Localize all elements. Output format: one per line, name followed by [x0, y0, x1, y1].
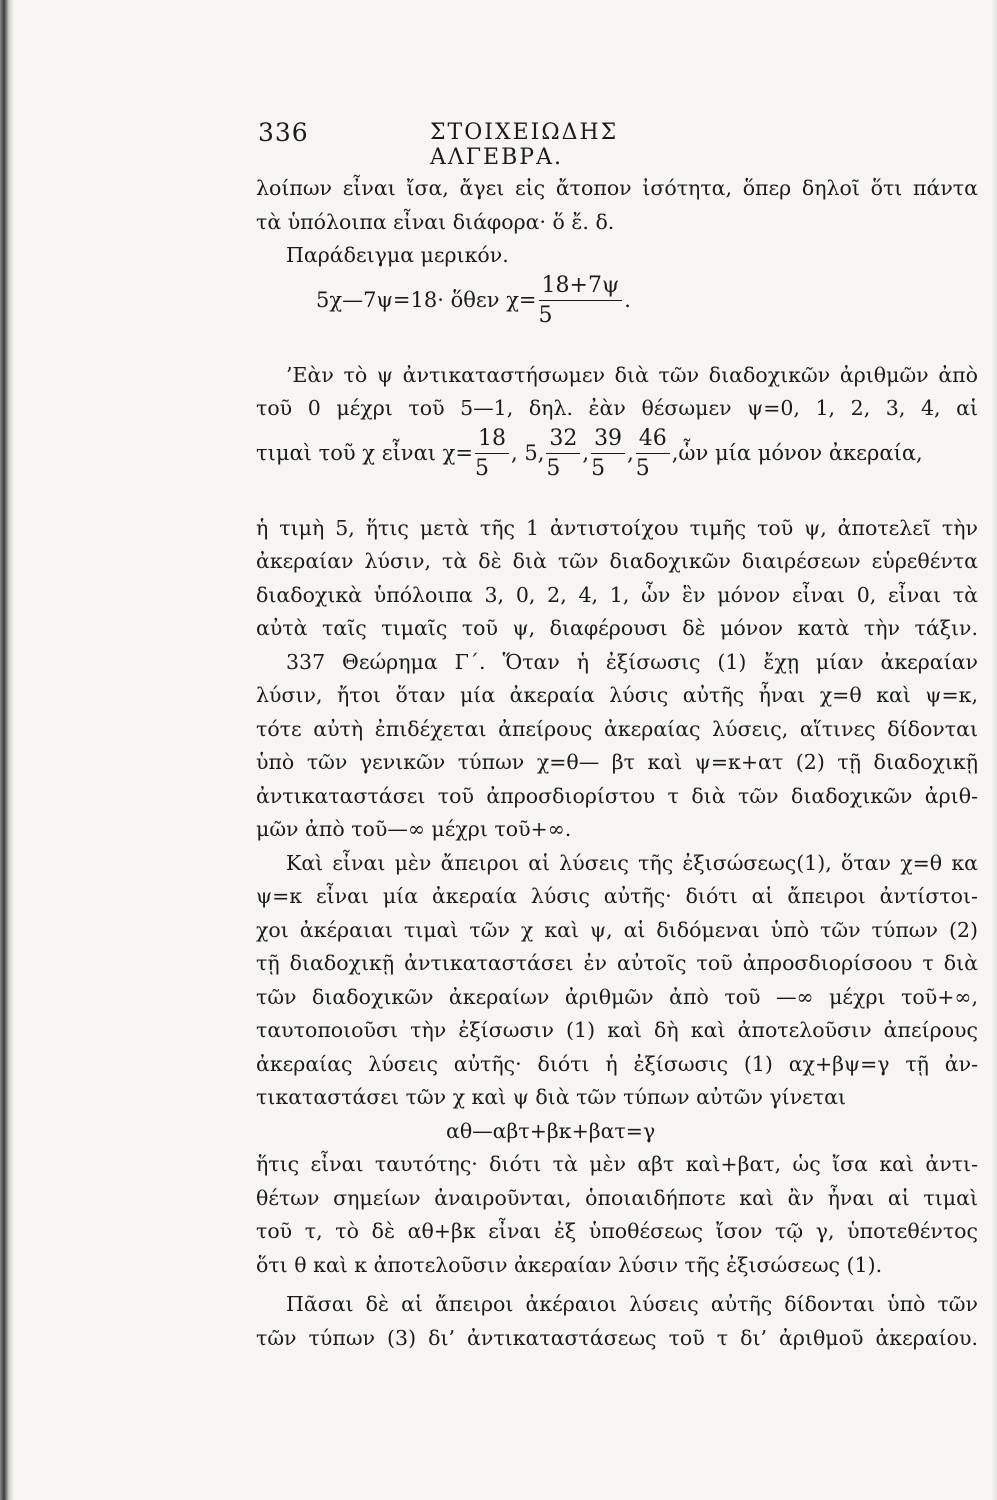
fraction — [539, 273, 623, 328]
text-line: ἀκεραίαν λύσιν, τὰ δὲ διὰ τῶν διαδοχικῶν διαιρέσεων εὑρεθέντα — [256, 549, 978, 573]
example-heading: Παράδειγμα μερικόν. — [286, 243, 509, 267]
fraction-denominator: 5 — [474, 455, 489, 481]
text-line: αὐτὰ ταῖς τιμαῖς τοῦ ψ, διαφέρουσι δὲ μόνον κατὰ τὴν τάξιν. — [256, 616, 978, 640]
fraction-numerator: 18 — [475, 426, 509, 454]
text-line: τικαταστάσει τῶν χ καὶ ψ διὰ τῶν τύπων αὐτῶν γίνεται — [256, 1085, 847, 1109]
text-line: Πᾶσαι δὲ αἱ ἄπειροι ἀκέραιοι λύσεις αὐτῆς δίδονται ὑπὸ τῶν — [286, 1292, 978, 1316]
equation-end: . — [624, 288, 631, 312]
text-line: χοι ἀκέραιαι τιμαὶ τῶν χ καὶ ψ, αἱ διδόμεναι ὑπὸ τῶν τύπων (2) — [256, 917, 978, 942]
fraction-denominator: 5 — [546, 455, 561, 481]
page-number: 336 — [258, 118, 309, 147]
text-line: ’Εὰν τὸ ψ ἀντικαταστήσωμεν διὰ τῶν διαδοχικῶν ἀριθμῶν ἀπὸ — [286, 362, 978, 387]
text-line: λύσιν, ἤτοι ὅταν μία ἀκεραία λύσις αὐτῆς ἦναι χ=θ καὶ ψ=κ, — [256, 683, 978, 707]
text-line: Καὶ εἶναι μὲν ἄπειροι αἱ λύσεις τῆς ἐξισώσεως(1), ὅταν χ=θ κα — [286, 850, 978, 875]
fraction-denominator: 5 — [591, 455, 606, 481]
text-line: ταυτοποιοῦσι τὴν ἐξίσωσιν (1) καὶ δὴ καὶ ἀποτελοῦσιν ἀπείρους — [256, 1018, 978, 1042]
text-line: ψ=κ εἶναι μία ἀκεραία λύσις αὐτῆς· διότι αἱ ἄπειροι ἀντίστοι- — [256, 884, 978, 908]
page-body — [256, 172, 978, 1355]
text-line: διαδοχικὰ ὑπόλοιπα 3, 0, 2, 4, 1, ὧν ἓν μόνον εἶναι 0, εἶναι τὰ — [256, 582, 978, 607]
fraction — [475, 426, 509, 481]
text-line: ὑπὸ τῶν γενικῶν τύπων χ=θ— βτ καὶ ψ=κ+ατ (2) τῇ διαδοχικῇ — [256, 750, 978, 774]
text-line: μῶν ἀπὸ τοῦ—∞ μέχρι τοῦ+∞. — [256, 817, 572, 841]
formula-separator: , — [582, 441, 590, 465]
text-line: ἥτις εἶναι ταυτότης· διότι τὰ μὲν αβτ καὶ+βατ, ὡς ἴσα καὶ ἀντι- — [256, 1152, 978, 1176]
fraction — [591, 426, 625, 481]
identity-formula: αθ—αβτ+βκ+βατ=γ — [446, 1118, 656, 1143]
formula-separator: , — [627, 441, 634, 465]
page-binding-edge — [0, 0, 14, 1500]
text-line: τὰ ὑπόλοιπα εἶναι διάφορα· ὅ ἔ. δ. — [256, 209, 615, 234]
fraction — [546, 426, 580, 481]
text-line: τοῦ τ, τὸ δὲ αθ+βκ εἶναι ἐξ ὑποθέσεως ἴσον τῷ γ, ὑποτεθέντος — [256, 1219, 978, 1243]
fraction-numerator: 46 — [636, 426, 670, 454]
text-line: ἀκεραίας λύσεις αὐτῆς· διότι ἡ ἐξίσωσις (1) αχ+βψ=γ τῇ ἀν- — [256, 1051, 978, 1076]
fraction-numerator: 18+7ψ — [539, 273, 623, 301]
values-formula — [256, 426, 978, 512]
text-line: λοίπων εἶναι ἴσα, ἄγει εἰς ἄτοπον ἰσότητα, ὅπερ δηλοῖ ὅτι πάντα — [256, 176, 978, 200]
text-line: ὅτι θ καὶ κ ἀποτελοῦσιν ἀκεραίαν λύσιν τῆς ἐξισώσεως (1). — [256, 1252, 883, 1277]
text-line: ἡ τιμὴ 5, ἥτις μετὰ τῆς 1 ἀντιστοίχου τιμῆς τοῦ ψ, ἀποτελεῖ τὴν — [256, 515, 978, 540]
formula-separator: , 5, — [510, 441, 545, 465]
running-title: ΣΤΟΙΧΕΙΩΔΗΣ ΑΛΓΕΒΡΑ. — [430, 120, 619, 170]
text-line: τῶν τύπων (3) δι’ ἀντικαταστάσεως τοῦ τ δι’ ἀριθμοῦ ἀκεραίου. — [256, 1325, 978, 1350]
text-line: τῇ διαδοχικῇ ἀντικαταστάσει ἐν αὐτοῖς τοῦ ἀπροσδιορίσοου τ διὰ — [256, 951, 978, 975]
theorem-heading-line: 337 Θεώρημα Γ΄. Ὅταν ἡ ἐξίσωσις (1) ἔχῃ μίαν ἀκεραίαν — [286, 649, 978, 674]
running-header — [258, 118, 758, 170]
fraction-numerator: 39 — [591, 426, 625, 454]
formula-prefix: τιμαὶ τοῦ χ εἶναι χ= — [256, 441, 473, 465]
page-right-edge — [991, 0, 997, 1500]
text-line: τοῦ 0 μέχρι τοῦ 5—1, δηλ. ἐὰν θέσωμεν ψ=0, 1, 2, 3, 4, αἱ — [256, 396, 978, 420]
formula-suffix: ,ὧν μία μόνον ἀκεραία, — [671, 441, 923, 465]
equation-solution-formula — [256, 273, 978, 359]
text-line: ἀντικαταστάσει τοῦ ἀπροσδιορίστου τ διὰ τῶν διαδοχικῶν ἀριθ- — [256, 783, 978, 808]
fraction-denominator: 5 — [538, 302, 553, 328]
fraction-denominator: 5 — [635, 455, 650, 481]
fraction-numerator: 32 — [546, 426, 580, 454]
text-line: τῶν διαδοχικῶν ἀκεραίων ἀριθμῶν ἀπὸ τοῦ —∞ μέχρι τοῦ+∞, — [256, 984, 978, 1009]
text-line: τότε αὐτὴ ἐπιδέχεται ἀπείρους ἀκεραίας λύσεις, αἵτινες δίδονται — [256, 716, 978, 741]
text-line: θέτων σημείων ἀναιροῦνται, ὁποιαιδήποτε καὶ ἂν ἦναι αἱ τιμαὶ — [256, 1185, 978, 1210]
equation-left: 5χ—7ψ=18· ὅθεν χ= — [316, 288, 537, 312]
fraction — [636, 426, 670, 481]
